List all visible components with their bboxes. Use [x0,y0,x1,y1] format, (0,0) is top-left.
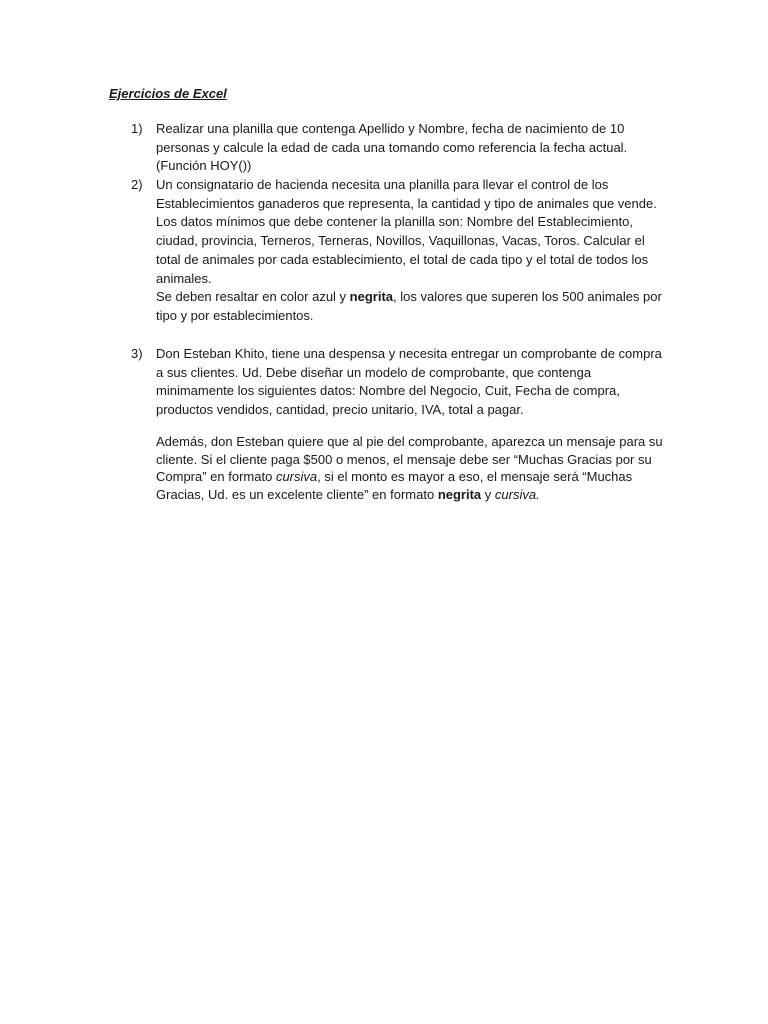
note-text-before: Se deben resaltar en color azul y [156,289,350,305]
exercise-text: Realizar una planilla que contenga Apellido y Nombre, fecha de nacimiento de 10 personas y calcule la edad de cada una tomando como referencia la fecha actual. (Función HOY()) [156,121,628,174]
extra-text-part3: y [481,486,495,502]
extra-bold-word: negrita [437,486,482,502]
exercise-number: 3) [131,346,143,361]
extra-text-part1: Además, don Esteban quiere que al pie del comprobante, aparezca un mensaje para su cliente. Si el cliente paga $500 o menos, el mensaje debe ser “Muchas Gracias por su Compra” en formato [156,434,663,485]
extra-italic-word-2: cursiva. [494,486,540,502]
exercise-number: 1) [131,121,143,136]
note-text-after: , los valores que superen los 500 animales por tipo y por establecimientos. [156,289,662,323]
document-title: Ejercicios de Excel [109,86,227,101]
exercise-item-1 [131,120,671,176]
exercise-text: Don Esteban Khito, tiene una despensa y necesita entregar un comprobante de compra a sus clientes. Ud. Debe diseñar un modelo de comprobante, que contenga minimamente los siguientes datos: Nombre del Negocio, Cuit, Fecha de compra, productos vendidos, cantidad, precio unitario, IVA, total a pagar. [156,346,662,418]
exercise-highlight-note [156,288,671,325]
extra-italic-word: cursiva [275,469,318,485]
exercise-text: Un consignatario de hacienda necesita una planilla para llevar el control de los Establecimientos ganaderos que representa, la cantidad y tipo de animales que vende. Los datos mínimos que debe contener la planilla son: Nombre del Establecimiento, ciudad, provincia, Terneros, Terneras, Novillos, Vaquillonas, Vacas, Toros. Calcular el total de animales por cada establecimiento, el total de cada tipo y el total de todos los animales. [156,177,657,286]
exercise-item-2 [131,176,671,326]
note-bold-word: negrita [349,289,394,305]
exercise-number: 2) [131,177,143,192]
exercise-3-extra-paragraph [156,433,671,503]
exercise-item-3 [131,345,671,420]
extra-text-part2: , si el monto es mayor a eso, el mensaje será “Muchas Gracias, Ud. es un excelente cliente” en formato [156,469,633,502]
